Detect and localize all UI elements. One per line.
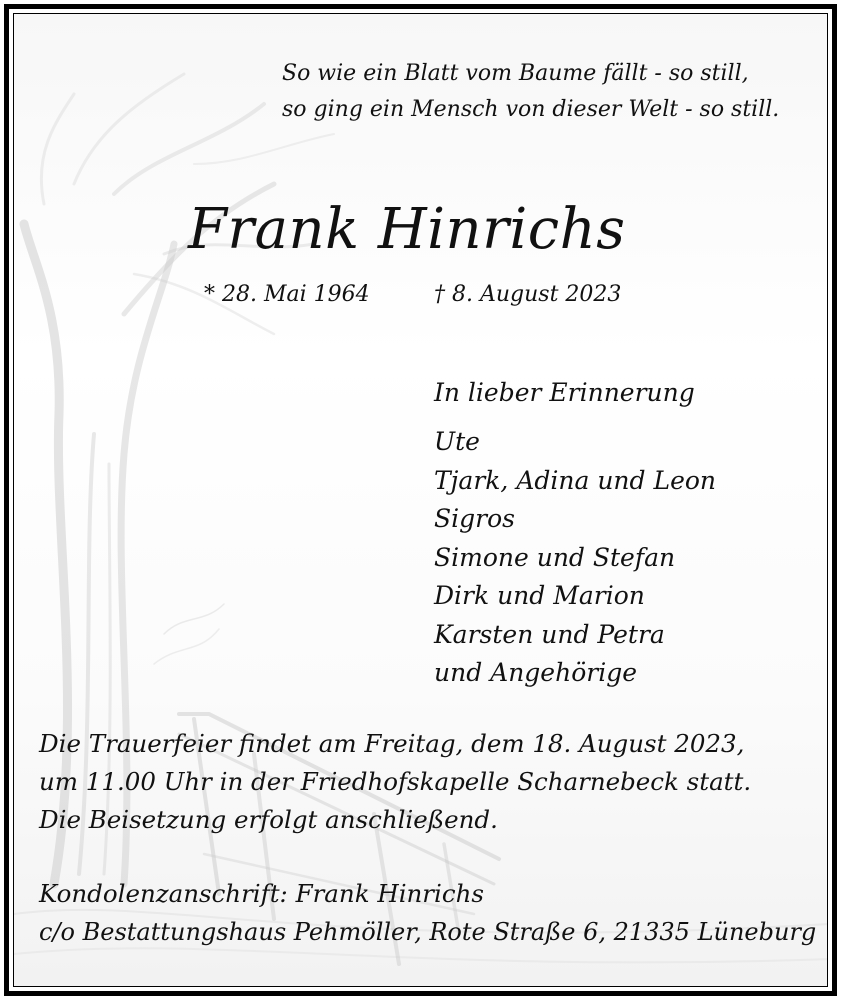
mourner-name: Sigros (434, 504, 515, 533)
obituary-card (13, 13, 828, 987)
deceased-name: Frank Hinrichs (188, 197, 626, 262)
motto-line-2: so ging ein Mensch von dieser Welt - so still. (282, 97, 780, 122)
birth-date: * 28. Mai 1964 (204, 282, 370, 307)
mourner-name: Tjark, Adina und Leon (434, 466, 717, 495)
death-date: † 8. August 2023 (434, 282, 622, 307)
mourner-name: Karsten und Petra (434, 620, 665, 649)
funeral-info-line-2: um 11.00 Uhr in der Friedhofskapelle Scharnebeck statt. (39, 767, 752, 796)
mourner-name: Ute (434, 427, 480, 456)
condolence-address-line-2: c/o Bestattungshaus Pehmöller, Rote Straße 6, 21335 Lüneburg (39, 918, 817, 946)
mourners-intro: In lieber Erinnerung (434, 378, 695, 407)
funeral-info-line-1: Die Trauerfeier findet am Freitag, dem 18. August 2023, (39, 729, 745, 758)
tree-and-bench-illustration (14, 14, 828, 987)
motto-line-1: So wie ein Blatt vom Baume fällt - so still, (282, 61, 749, 86)
condolence-address-line-1: Kondolenzanschrift: Frank Hinrichs (39, 879, 484, 908)
mourner-name: und Angehörige (434, 658, 638, 687)
mourner-name: Dirk und Marion (434, 581, 645, 610)
mourner-name: Simone und Stefan (434, 543, 676, 572)
funeral-info-line-3: Die Beisetzung erfolgt anschließend. (39, 805, 498, 834)
